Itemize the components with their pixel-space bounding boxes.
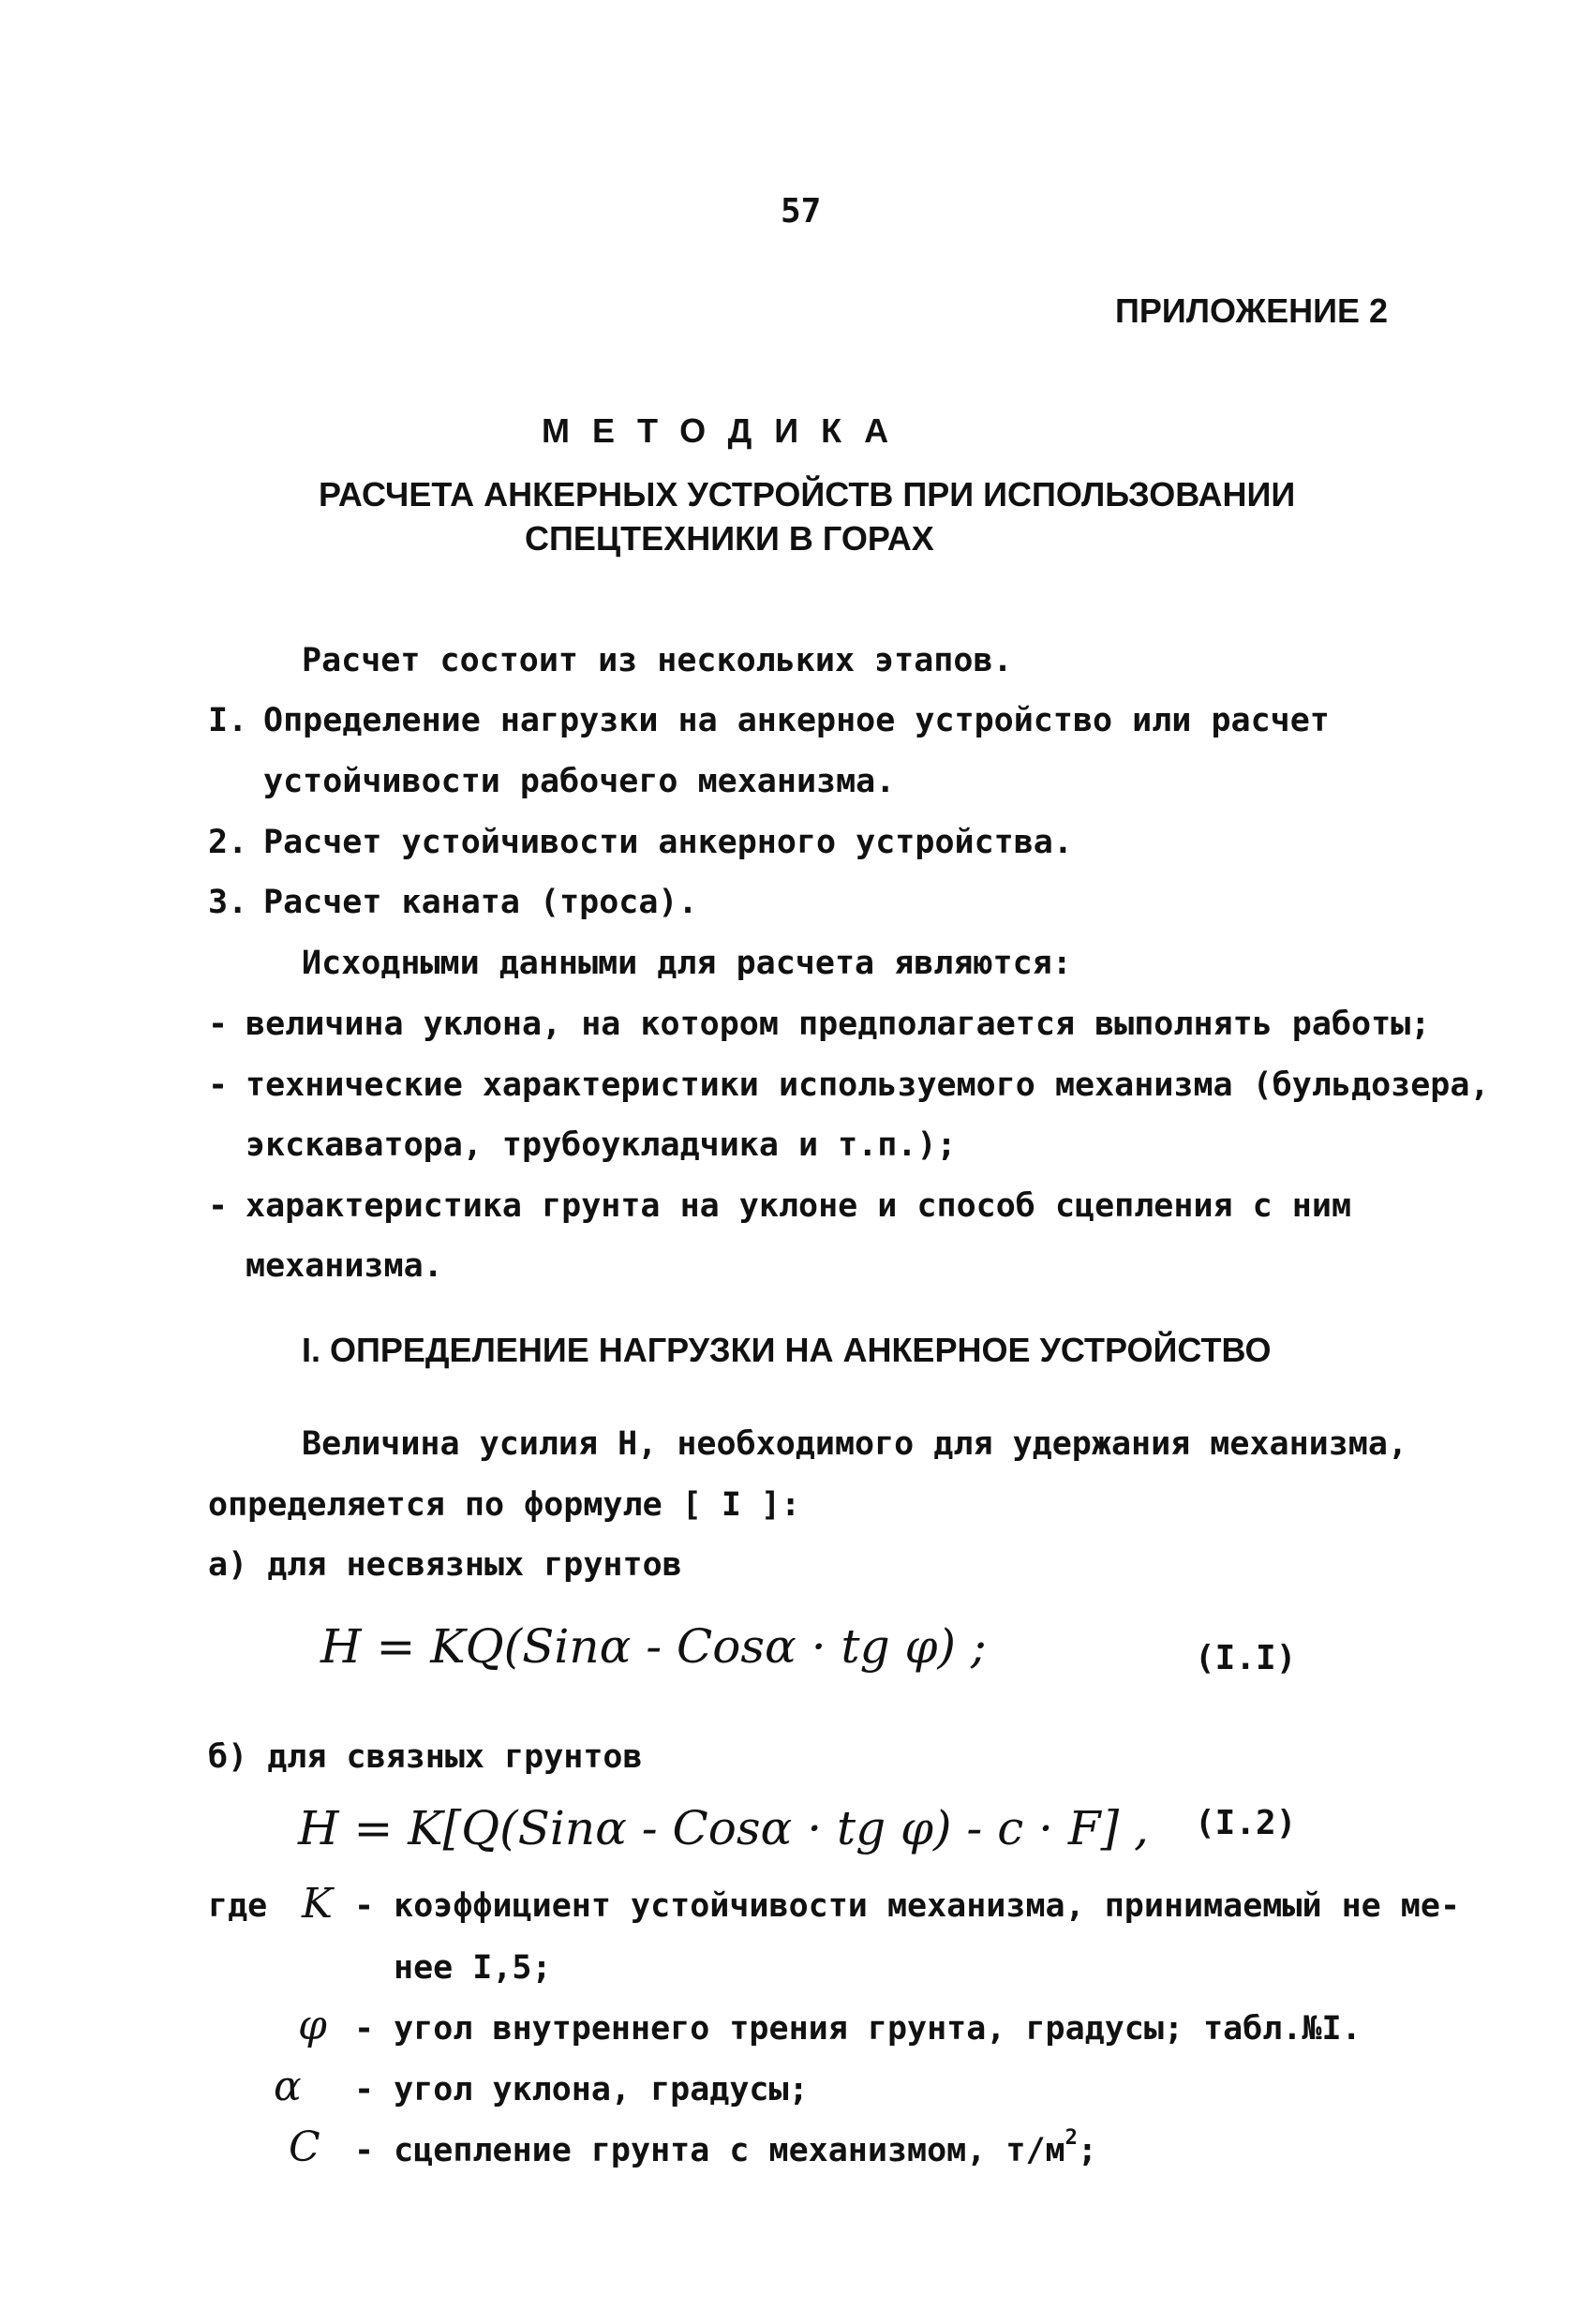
definition-phi-text: - угол внутреннего трения грунта, градусы; табл.№I.	[354, 2010, 1362, 2048]
intro-paragraph: Расчет состоит из нескольких этапов.	[302, 642, 1013, 679]
section-heading: I. ОПРЕДЕЛЕНИЕ НАГРУЗКИ НА АНКЕРНОЕ УСТРОЙСТВО	[302, 1331, 1272, 1369]
formula-2: H = K[Q(Sinα - Cosα · tg φ) - c · F] ,	[298, 1801, 1149, 1855]
symbol-c: C	[289, 2123, 320, 2171]
definition-alpha-text: - угол уклона, градусы;	[354, 2071, 809, 2108]
definition-c-text-main: - сцепление грунта с механизмом, т/м	[354, 2132, 1065, 2169]
bullet-2-text: технические характеристики используемого механизма (бульдозера,	[246, 1066, 1490, 1104]
formula-2-number: (I.2)	[1195, 1804, 1297, 1842]
formula-intro-line-2: определяется по формуле [ I ]:	[208, 1486, 801, 1524]
symbol-k: K	[302, 1880, 333, 1928]
document-subtitle-line-2: СПЕЦТЕХНИКИ В ГОРАХ	[525, 519, 934, 558]
symbol-alpha: α	[274, 2063, 302, 2110]
bullet-2-marker: -	[208, 1066, 229, 1104]
definition-k-text: - коэффициент устойчивости механизма, принимаемый не ме-	[354, 1887, 1461, 1925]
bullet-3-marker: -	[208, 1187, 229, 1225]
formula-1: H = KQ(Sinα - Cosα · tg φ) ;	[320, 1619, 987, 1674]
stage-2-text: Расчет устойчивости анкерного устройства.	[263, 824, 1073, 861]
stage-1-text: Определение нагрузки на анкерное устройство или расчет	[263, 702, 1330, 739]
case-b-label: б) для связных грунтов	[208, 1738, 643, 1776]
initial-data-intro: Исходными данными для расчета являются:	[302, 945, 1072, 982]
definition-c-text-tail: ;	[1077, 2132, 1097, 2169]
definition-c-text	[354, 2126, 1097, 2169]
page-number: 57	[781, 192, 822, 231]
stage-1-text-cont: устойчивости рабочего механизма.	[263, 763, 896, 800]
bullet-3-text-cont: механизма.	[246, 1247, 443, 1285]
bullet-1-marker: -	[208, 1006, 229, 1043]
definition-c-superscript: 2	[1064, 2126, 1078, 2150]
case-a-label: а) для несвязных грунтов	[208, 1546, 682, 1584]
document-subtitle-line-1: РАСЧЕТА АНКЕРНЫХ УСТРОЙСТВ ПРИ ИСПОЛЬЗОВАНИИ	[319, 475, 1296, 514]
bullet-1-text: величина уклона, на котором предполагается выполнять работы;	[246, 1006, 1431, 1043]
bullet-3-text: характеристика грунта на уклоне и способ сцепления с ним	[246, 1187, 1352, 1225]
stage-1-marker: I.	[208, 702, 248, 739]
symbol-phi: φ	[298, 2002, 327, 2049]
formula-1-number: (I.I)	[1195, 1639, 1297, 1677]
where-word: где	[208, 1887, 268, 1925]
bullet-2-text-cont: экскаватора, трубоукладчика и т.п.);	[246, 1126, 957, 1164]
appendix-label: ПРИЛОЖЕНИЕ 2	[1115, 291, 1389, 330]
definition-k-text-cont: нее I,5;	[394, 1949, 552, 1987]
document-title: МЕТОДИКА	[542, 411, 912, 450]
stage-3-text: Расчет каната (троса).	[263, 884, 698, 921]
stage-3-marker: 3.	[208, 884, 248, 921]
stage-2-marker: 2.	[208, 824, 248, 861]
formula-intro-line-1: Величина усилия Н, необходимого для удержания механизма,	[302, 1425, 1408, 1463]
